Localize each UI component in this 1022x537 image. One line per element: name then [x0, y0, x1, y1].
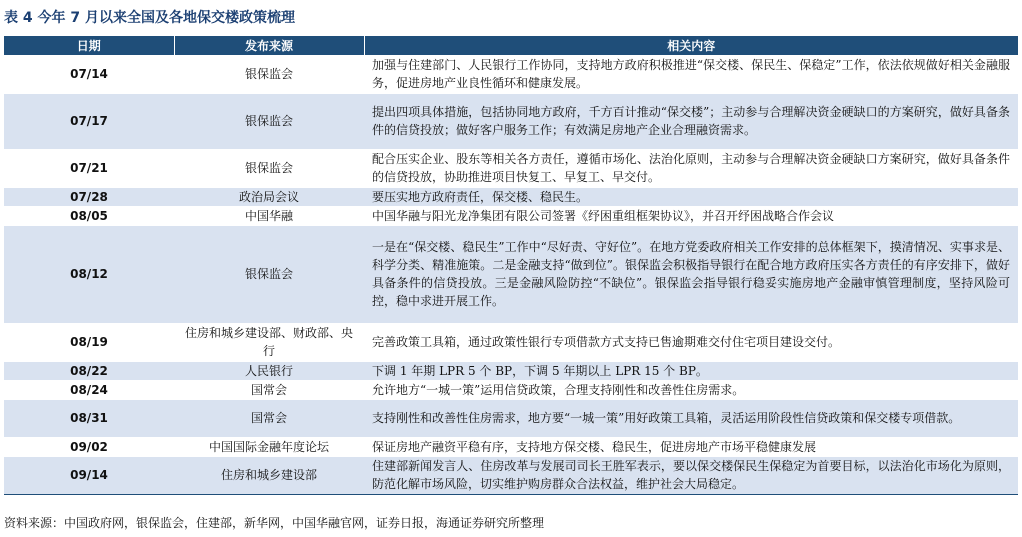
table-row [4, 361, 1018, 380]
table-row [4, 380, 1018, 399]
header-date: 日期 [4, 36, 174, 55]
row-date: 08/24 [4, 380, 174, 399]
row-source: 住房和城乡建设部、财政部、央行 [174, 323, 364, 361]
table-title: 表 4 今年 7 月以来全国及各地保交楼政策梳理 [4, 10, 295, 26]
table-row [4, 149, 1018, 187]
row-content: 要压实地方政府责任，保交楼、稳民生。 [364, 187, 1018, 206]
header-source: 发布来源 [174, 36, 364, 55]
row-content: 支持刚性和改善性住房需求，地方要“一城一策”用好政策工具箱，灵活运用阶段性信贷政策和保交楼专项借款。 [364, 399, 1018, 437]
row-date: 08/19 [4, 323, 174, 361]
table-row [4, 206, 1018, 225]
row-source: 政治局会议 [174, 187, 364, 206]
row-source: 国常会 [174, 399, 364, 437]
row-source: 中国国际金融年度论坛 [174, 437, 364, 456]
row-date: 07/28 [4, 187, 174, 206]
row-content: 保证房地产融资平稳有序，支持地方保交楼、稳民生，促进房地产市场平稳健康发展 [364, 437, 1018, 456]
row-source: 银保监会 [174, 55, 364, 93]
row-content: 完善政策工具箱，通过政策性银行专项借款方式支持已售逾期难交付住宅项目建设交付。 [364, 323, 1018, 361]
table-row [4, 437, 1018, 456]
table-row [4, 187, 1018, 206]
row-date: 08/31 [4, 399, 174, 437]
policy-table [4, 36, 1018, 495]
row-date: 08/12 [4, 225, 174, 323]
row-content: 住建部新闻发言人、住房改革与发展司司长王胜军表示，要以保交楼保民生保稳定为首要目标，以法治化市场化为原则，防范化解市场风险，切实维护购房群众合法权益，维护社会大局稳定。 [364, 456, 1018, 494]
row-date: 09/02 [4, 437, 174, 456]
row-content: 加强与住建部门、人民银行工作协同，支持地方政府积极推进“保交楼、保民生、保稳定”工作，依法依规做好相关金融服务，促进房地产业良性循环和健康发展。 [364, 55, 1018, 93]
table-row [4, 93, 1018, 149]
table-row [4, 456, 1018, 494]
row-date: 07/14 [4, 55, 174, 93]
row-content: 提出四项具体措施，包括协同地方政府，千方百计推动“保交楼”；主动参与合理解决资金硬缺口的方案研究，做好具备条件的信贷投放；做好客户服务工作；有效满足房地产企业合理融资需求。 [364, 93, 1018, 149]
row-source: 银保监会 [174, 149, 364, 187]
row-source: 国常会 [174, 380, 364, 399]
row-date: 08/22 [4, 361, 174, 380]
row-content: 一是在“保交楼、稳民生”工作中“尽好责、守好位”。在地方党委政府相关工作安排的总体框架下，摸清情况、实事求是、科学分类、精准施策。二是金融支持“做到位”。银保监会积极指导银行在配合地方政府压实各方责任的有序安排下，做好具备条件的信贷投放。三是金融风险防控“不缺位”。银保监会指导银行稳妥实施房地产金融审慎管理制度，坚持风险可控，稳中求进开展工作。 [364, 225, 1018, 323]
row-content: 中国华融与阳光龙净集团有限公司签署《纾困重组框架协议》，并召开纾困战略合作会议 [364, 206, 1018, 225]
row-source: 中国华融 [174, 206, 364, 225]
table-row [4, 399, 1018, 437]
row-source: 银保监会 [174, 93, 364, 149]
row-source: 银保监会 [174, 225, 364, 323]
row-content: 下调 1 年期 LPR 5 个 BP，下调 5 年期以上 LPR 15 个 BP。 [364, 361, 1018, 380]
row-date: 08/05 [4, 206, 174, 225]
row-date: 07/17 [4, 93, 174, 149]
row-content: 允许地方“一城一策”运用信贷政策，合理支持刚性和改善性住房需求。 [364, 380, 1018, 399]
table-row [4, 55, 1018, 93]
row-content: 配合压实企业、股东等相关各方责任，遵循市场化、法治化原则，主动参与合理解决资金硬缺口方案研究，做好具备条件的信贷投放，协助推进项目快复工、早复工、早交付。 [364, 149, 1018, 187]
table-row [4, 225, 1018, 323]
row-source: 人民银行 [174, 361, 364, 380]
header-content: 相关内容 [364, 36, 1018, 55]
row-date: 07/21 [4, 149, 174, 187]
row-source: 住房和城乡建设部 [174, 456, 364, 494]
row-date: 09/14 [4, 456, 174, 494]
table-header-row [4, 36, 1018, 55]
source-footnote: 资料来源：中国政府网，银保监会，住建部，新华网，中国华融官网，证券日报，海通证券研究所整理 [4, 516, 545, 530]
table-row [4, 323, 1018, 361]
